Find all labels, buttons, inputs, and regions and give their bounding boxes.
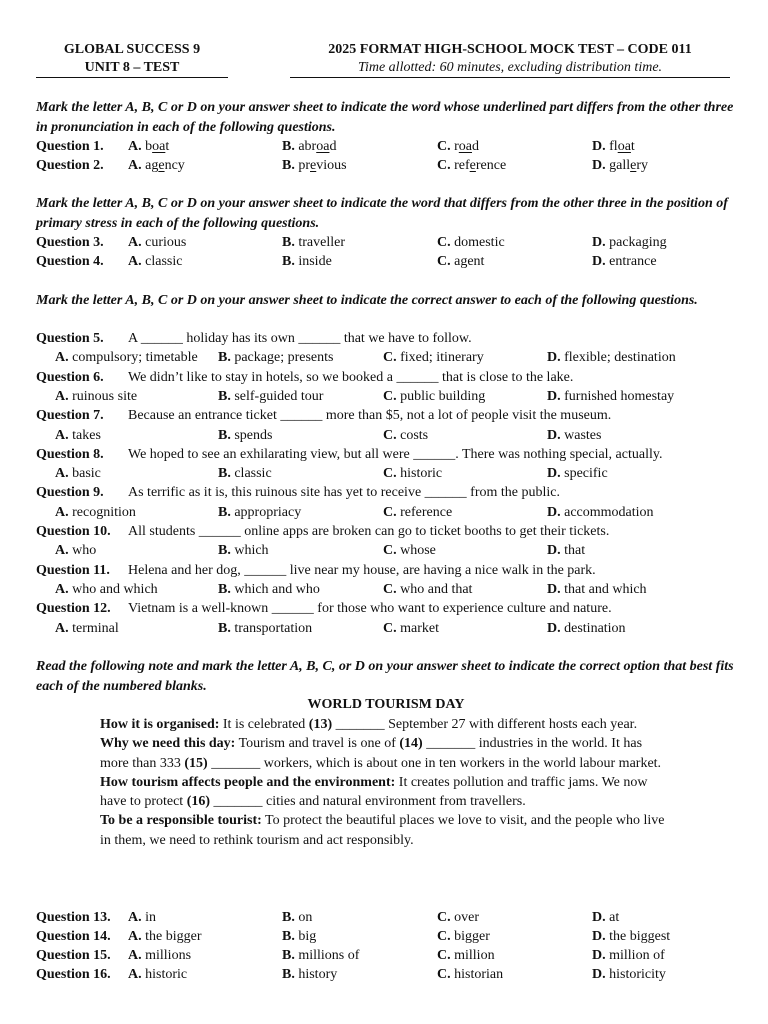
option-letter: C. bbox=[383, 620, 397, 636]
header-left-rule bbox=[36, 77, 228, 78]
option bbox=[383, 503, 452, 522]
option-text: the bigger bbox=[145, 929, 202, 944]
option bbox=[383, 464, 442, 483]
option bbox=[282, 908, 312, 927]
option bbox=[128, 233, 186, 252]
option bbox=[592, 965, 666, 984]
option-text: self-guided tour bbox=[234, 388, 324, 404]
option bbox=[547, 619, 626, 638]
option bbox=[128, 908, 156, 927]
option-text: big bbox=[298, 929, 317, 944]
option-letter: C. bbox=[437, 929, 451, 944]
option-text: whose bbox=[400, 543, 436, 559]
note-paragraph bbox=[100, 734, 668, 773]
question-stem: Vietnam is a well-known ______ for those who want to experience culture and nature. bbox=[128, 601, 612, 617]
question-label: Question 16. bbox=[36, 967, 111, 982]
option-letter: D. bbox=[592, 139, 606, 154]
option-letter: B. bbox=[218, 543, 231, 559]
option-letter: A. bbox=[128, 139, 142, 154]
option bbox=[437, 908, 479, 927]
option: B. abroad bbox=[282, 139, 337, 154]
question-stem: As terrific as it is, this ruinous site has yet to receive ______ from the public. bbox=[128, 485, 560, 501]
option-letter: C. bbox=[437, 254, 451, 269]
section3-instruction: Mark the letter A, B, C or D on your answer sheet to indicate the correct answer to each of the following questions. bbox=[36, 293, 698, 308]
question-label: Question 5. bbox=[36, 331, 104, 346]
option bbox=[437, 233, 505, 252]
option bbox=[547, 348, 676, 367]
note-heading: How tourism affects people and the environment: bbox=[100, 774, 396, 790]
option bbox=[383, 387, 485, 406]
question-label: Question 6. bbox=[36, 369, 104, 385]
section4-instruction: Read the following note and mark the letter A, B, C, or D on your answer sheet to indicate the correct option that best fits each of the numbered blanks. bbox=[36, 659, 734, 694]
option bbox=[547, 541, 585, 560]
option-letter: B. bbox=[282, 139, 295, 154]
question-stem-row bbox=[36, 561, 736, 580]
option-text: furnished homestay bbox=[564, 388, 675, 404]
option bbox=[55, 619, 119, 638]
option-letter: D. bbox=[592, 948, 606, 963]
header-right-rule bbox=[290, 77, 730, 78]
option-letter: C. bbox=[437, 158, 451, 173]
question-row bbox=[36, 927, 736, 946]
question-stem-row bbox=[36, 483, 736, 502]
option bbox=[128, 946, 191, 965]
option bbox=[282, 252, 332, 271]
blank-number: (14) bbox=[399, 736, 423, 752]
option bbox=[437, 946, 495, 965]
option-text: wastes bbox=[564, 427, 602, 443]
option-text: historicity bbox=[609, 967, 666, 982]
option-text: reference bbox=[400, 504, 453, 520]
question-label: Question 2. bbox=[36, 158, 104, 173]
option-letter: D. bbox=[592, 910, 606, 925]
option bbox=[218, 503, 301, 522]
option-letter: C. bbox=[383, 543, 397, 559]
option-letter: D. bbox=[547, 466, 561, 482]
note-text: To protect the beautiful places we love to visit, and the people who live in them, we need to rethink tourism and act responsibly. bbox=[100, 813, 665, 848]
note-text: _______ September 27 with different hosts each year. bbox=[332, 717, 638, 732]
option bbox=[437, 927, 490, 946]
options-row bbox=[36, 348, 736, 367]
option-letter: D. bbox=[592, 929, 606, 944]
option-letter: B. bbox=[282, 929, 295, 944]
blank-number: (13) bbox=[308, 717, 333, 732]
option-text: transportation bbox=[234, 620, 313, 636]
option-letter: C. bbox=[383, 466, 397, 482]
option-text: on bbox=[298, 910, 313, 925]
option-text: public building bbox=[400, 388, 486, 404]
option-letter: C. bbox=[383, 427, 397, 443]
underlined-part: e bbox=[158, 158, 165, 173]
option bbox=[547, 387, 674, 406]
option bbox=[128, 927, 202, 946]
option-text: entrance bbox=[609, 254, 657, 269]
option-letter: B. bbox=[218, 388, 231, 404]
option bbox=[55, 387, 137, 406]
note-paragraph bbox=[100, 715, 668, 734]
option bbox=[547, 503, 654, 522]
blank-number: (15) bbox=[184, 755, 208, 771]
option: C. road bbox=[437, 139, 480, 154]
note-heading: Why we need this day: bbox=[100, 736, 236, 752]
question-stem-row bbox=[36, 599, 736, 618]
option-letter: B. bbox=[282, 158, 295, 173]
option-letter: D. bbox=[592, 158, 606, 173]
section2-instruction: Mark the letter A, B, C or D on your answer sheet to indicate the word that differs from the other three in the position of primary stress in each of the following questions. bbox=[36, 196, 728, 231]
option bbox=[282, 946, 359, 965]
option-text: destination bbox=[564, 620, 626, 636]
question-label: Question 8. bbox=[36, 446, 104, 462]
option-text: curious bbox=[145, 235, 187, 250]
option-letter: A. bbox=[128, 235, 142, 250]
question-label: Question 9. bbox=[36, 485, 104, 501]
options-row bbox=[36, 619, 736, 638]
option-letter: B. bbox=[218, 581, 231, 597]
option-letter: A. bbox=[128, 929, 142, 944]
header-left bbox=[36, 41, 228, 77]
question-label: Question 4. bbox=[36, 254, 104, 269]
option-text: accommodation bbox=[564, 504, 654, 520]
option-text: classic bbox=[145, 254, 183, 269]
option-text: appropriacy bbox=[234, 504, 302, 520]
option bbox=[383, 580, 472, 599]
option: C. reference bbox=[437, 158, 507, 173]
option-text: that bbox=[564, 543, 586, 559]
header-right bbox=[290, 41, 730, 77]
option bbox=[218, 387, 323, 406]
note-text: It creates pollution and traffic jams. We now have to protect bbox=[100, 774, 648, 810]
option-text: traveller bbox=[298, 235, 345, 250]
unit-title: UNIT 8 – TEST bbox=[84, 60, 180, 75]
option-letter: D. bbox=[592, 967, 606, 982]
option-text: classic bbox=[234, 466, 272, 482]
option bbox=[592, 908, 619, 927]
option-letter: B. bbox=[218, 504, 231, 520]
note-body bbox=[100, 715, 668, 850]
option-text: inside bbox=[298, 254, 332, 269]
option-letter: A. bbox=[55, 620, 69, 636]
underlined-part: oa bbox=[152, 139, 166, 154]
question-stem: We didn’t like to stay in hotels, so we booked a ______ that is close to the lake. bbox=[128, 369, 574, 385]
option-letter: A. bbox=[128, 910, 142, 925]
option-text: over bbox=[454, 910, 480, 925]
question-stem-row bbox=[36, 368, 736, 387]
option: D. gallery bbox=[592, 158, 649, 173]
option-letter: C. bbox=[383, 350, 397, 366]
question-stem: All students ______ online apps are broken can go to ticket booths to get their tickets. bbox=[128, 524, 610, 539]
option bbox=[592, 233, 667, 252]
option bbox=[218, 619, 312, 638]
option bbox=[383, 426, 428, 445]
option-text: historic bbox=[145, 967, 188, 982]
option-letter: D. bbox=[592, 254, 606, 269]
option-text: packaging bbox=[609, 235, 667, 250]
question-row bbox=[36, 156, 736, 175]
option-letter: B. bbox=[282, 235, 295, 250]
option-letter: B. bbox=[282, 967, 295, 982]
section1-instruction: Mark the letter A, B, C or D on your answer sheet to indicate the word whose underlined part differs from the other three in pronunciation in each of the following questions. bbox=[36, 100, 734, 135]
question-stem: Helena and her dog, ______ live near my house, are having a nice walk in the park. bbox=[128, 562, 596, 578]
question-stem: Because an entrance ticket ______ more than $5, not a lot of people visit the museum. bbox=[128, 408, 612, 424]
option bbox=[547, 426, 601, 445]
course-title: GLOBAL SUCCESS 9 bbox=[63, 42, 201, 57]
option-letter: A. bbox=[128, 967, 142, 982]
option: A. boat bbox=[128, 139, 170, 154]
option-letter: A. bbox=[55, 350, 69, 366]
question-label: Question 15. bbox=[36, 948, 111, 963]
question-label: Question 3. bbox=[36, 235, 104, 250]
option-text: history bbox=[298, 967, 338, 982]
question-label: Question 13. bbox=[36, 910, 111, 925]
option-text: package; presents bbox=[234, 350, 334, 366]
question-label: Question 14. bbox=[36, 929, 111, 944]
option-text: that and which bbox=[564, 581, 647, 597]
option-letter: A. bbox=[55, 581, 69, 597]
question-label: Question 11. bbox=[36, 562, 110, 578]
options-row bbox=[36, 541, 736, 560]
option bbox=[437, 252, 484, 271]
option bbox=[383, 348, 484, 367]
option-letter: D. bbox=[547, 581, 561, 597]
option-text: spends bbox=[234, 427, 273, 443]
option-text: specific bbox=[564, 466, 608, 482]
option-text: market bbox=[400, 620, 439, 636]
question-row bbox=[36, 233, 736, 252]
option bbox=[383, 619, 439, 638]
option-letter: B. bbox=[282, 254, 295, 269]
option bbox=[128, 965, 187, 984]
option-text: which bbox=[234, 543, 269, 559]
option-text: historic bbox=[400, 466, 443, 482]
option-letter: B. bbox=[218, 620, 231, 636]
option-letter: A. bbox=[55, 543, 69, 559]
option-text: compulsory; timetable bbox=[72, 350, 198, 366]
note-text: _______ workers, which is about one in ten workers in the world labour market. bbox=[207, 755, 662, 771]
test-title: 2025 FORMAT HIGH-SCHOOL MOCK TEST – CODE 011 bbox=[328, 42, 692, 57]
options-row bbox=[36, 580, 736, 599]
option bbox=[218, 348, 333, 367]
option bbox=[592, 946, 665, 965]
option-letter: C. bbox=[437, 967, 451, 982]
note-paragraph bbox=[100, 811, 668, 850]
option-letter: A. bbox=[128, 948, 142, 963]
underlined-part: oa bbox=[458, 139, 473, 154]
question-row bbox=[36, 908, 736, 927]
option: A. agency bbox=[128, 158, 185, 173]
option bbox=[383, 541, 436, 560]
options-row bbox=[36, 464, 736, 483]
options-row bbox=[36, 426, 736, 445]
option-letter: C. bbox=[383, 504, 397, 520]
note-text: It is celebrated bbox=[219, 717, 309, 732]
option-text: flexible; destination bbox=[564, 350, 676, 366]
option-text: million of bbox=[609, 948, 665, 963]
option bbox=[592, 252, 657, 271]
option-letter: D. bbox=[547, 504, 561, 520]
option: B. previous bbox=[282, 158, 347, 173]
option-letter: B. bbox=[218, 427, 231, 443]
option-letter: B. bbox=[218, 350, 231, 366]
option-letter: A. bbox=[55, 504, 69, 520]
underlined-part: oa bbox=[617, 139, 631, 154]
option-letter: D. bbox=[592, 235, 606, 250]
option-letter: B. bbox=[282, 910, 295, 925]
option bbox=[55, 541, 96, 560]
option-text: fixed; itinerary bbox=[400, 350, 484, 366]
option-text: costs bbox=[400, 427, 429, 443]
option-text: at bbox=[609, 910, 620, 925]
option bbox=[55, 426, 101, 445]
question-row bbox=[36, 965, 736, 984]
note-heading: How it is organised: bbox=[100, 717, 220, 732]
option-letter: C. bbox=[383, 581, 397, 597]
option-text: who and that bbox=[400, 581, 473, 597]
option-text: who bbox=[72, 543, 97, 559]
question-label: Question 7. bbox=[36, 408, 104, 424]
options-row bbox=[36, 387, 736, 406]
question-stem-row bbox=[36, 522, 736, 541]
option-text: bigger bbox=[454, 929, 490, 944]
option-letter: D. bbox=[547, 350, 561, 366]
note-text: _______ cities and natural environment from travellers. bbox=[210, 794, 526, 810]
option bbox=[437, 965, 503, 984]
option-letter: A. bbox=[128, 254, 142, 269]
option bbox=[55, 348, 198, 367]
option-text: who and which bbox=[72, 581, 158, 597]
question-label: Question 10. bbox=[36, 524, 111, 539]
question-stem-row bbox=[36, 406, 736, 425]
question-stem: We hoped to see an exhilarating view, but all were ______. There was nothing special, actually. bbox=[128, 446, 663, 462]
blank-number: (16) bbox=[186, 794, 211, 810]
option bbox=[218, 464, 272, 483]
option-letter: D. bbox=[547, 388, 561, 404]
option bbox=[547, 464, 608, 483]
option-letter: C. bbox=[437, 948, 451, 963]
option bbox=[282, 233, 345, 252]
underlined-part: e bbox=[310, 158, 317, 173]
option bbox=[218, 580, 320, 599]
question-stem-row bbox=[36, 445, 736, 464]
option bbox=[128, 252, 182, 271]
option-letter: A. bbox=[55, 388, 69, 404]
time-allotted: Time allotted: 60 minutes, excluding distribution time. bbox=[357, 60, 663, 75]
option-letter: C. bbox=[383, 388, 397, 404]
option-letter: D. bbox=[547, 543, 561, 559]
option-letter: B. bbox=[282, 948, 295, 963]
note-paragraph bbox=[100, 773, 668, 812]
option bbox=[55, 464, 101, 483]
option-text: recognition bbox=[72, 504, 136, 520]
option bbox=[218, 426, 272, 445]
option-letter: C. bbox=[437, 139, 451, 154]
note-text: Tourism and travel is one of bbox=[235, 736, 400, 752]
note-heading: To be a responsible tourist: bbox=[100, 813, 262, 829]
option bbox=[547, 580, 647, 599]
option-text: ruinous site bbox=[72, 388, 138, 404]
option bbox=[592, 927, 670, 946]
question-row bbox=[36, 252, 736, 271]
option-text: the biggest bbox=[609, 929, 671, 944]
option bbox=[218, 541, 269, 560]
question-row bbox=[36, 137, 736, 156]
option-letter: A. bbox=[55, 466, 69, 482]
underlined-part: e bbox=[469, 158, 476, 173]
option-text: takes bbox=[72, 427, 101, 443]
option-text: basic bbox=[72, 466, 101, 482]
option-text: domestic bbox=[454, 235, 505, 250]
question-row bbox=[36, 946, 736, 965]
option-text: million bbox=[454, 948, 495, 963]
option-text: millions bbox=[145, 948, 192, 963]
option-text: in bbox=[145, 910, 157, 925]
question-label: Question 1. bbox=[36, 139, 104, 154]
option bbox=[282, 927, 316, 946]
option: D. float bbox=[592, 139, 635, 154]
underlined-part: oa bbox=[316, 139, 330, 154]
option-text: agent bbox=[454, 254, 485, 269]
question-stem: A ______ holiday has its own ______ that we have to follow. bbox=[128, 331, 472, 346]
option-text: millions of bbox=[298, 948, 360, 963]
question-stem-row bbox=[36, 329, 736, 348]
option-letter: A. bbox=[128, 158, 142, 173]
option-text: historian bbox=[454, 967, 504, 982]
option bbox=[55, 503, 136, 522]
option bbox=[282, 965, 337, 984]
option-letter: D. bbox=[547, 427, 561, 443]
option bbox=[55, 580, 158, 599]
options-row bbox=[36, 503, 736, 522]
option-letter: C. bbox=[437, 235, 451, 250]
note-title: WORLD TOURISM DAY bbox=[307, 697, 465, 712]
option-letter: A. bbox=[55, 427, 69, 443]
question-label: Question 12. bbox=[36, 601, 111, 617]
note-text: _______ industries in the world. It has more than 333 bbox=[100, 736, 643, 771]
option-text: terminal bbox=[72, 620, 119, 636]
option-letter: B. bbox=[218, 466, 231, 482]
option-letter: D. bbox=[547, 620, 561, 636]
option-letter: C. bbox=[437, 910, 451, 925]
option-text: which and who bbox=[234, 581, 320, 597]
underlined-part: e bbox=[630, 158, 637, 173]
